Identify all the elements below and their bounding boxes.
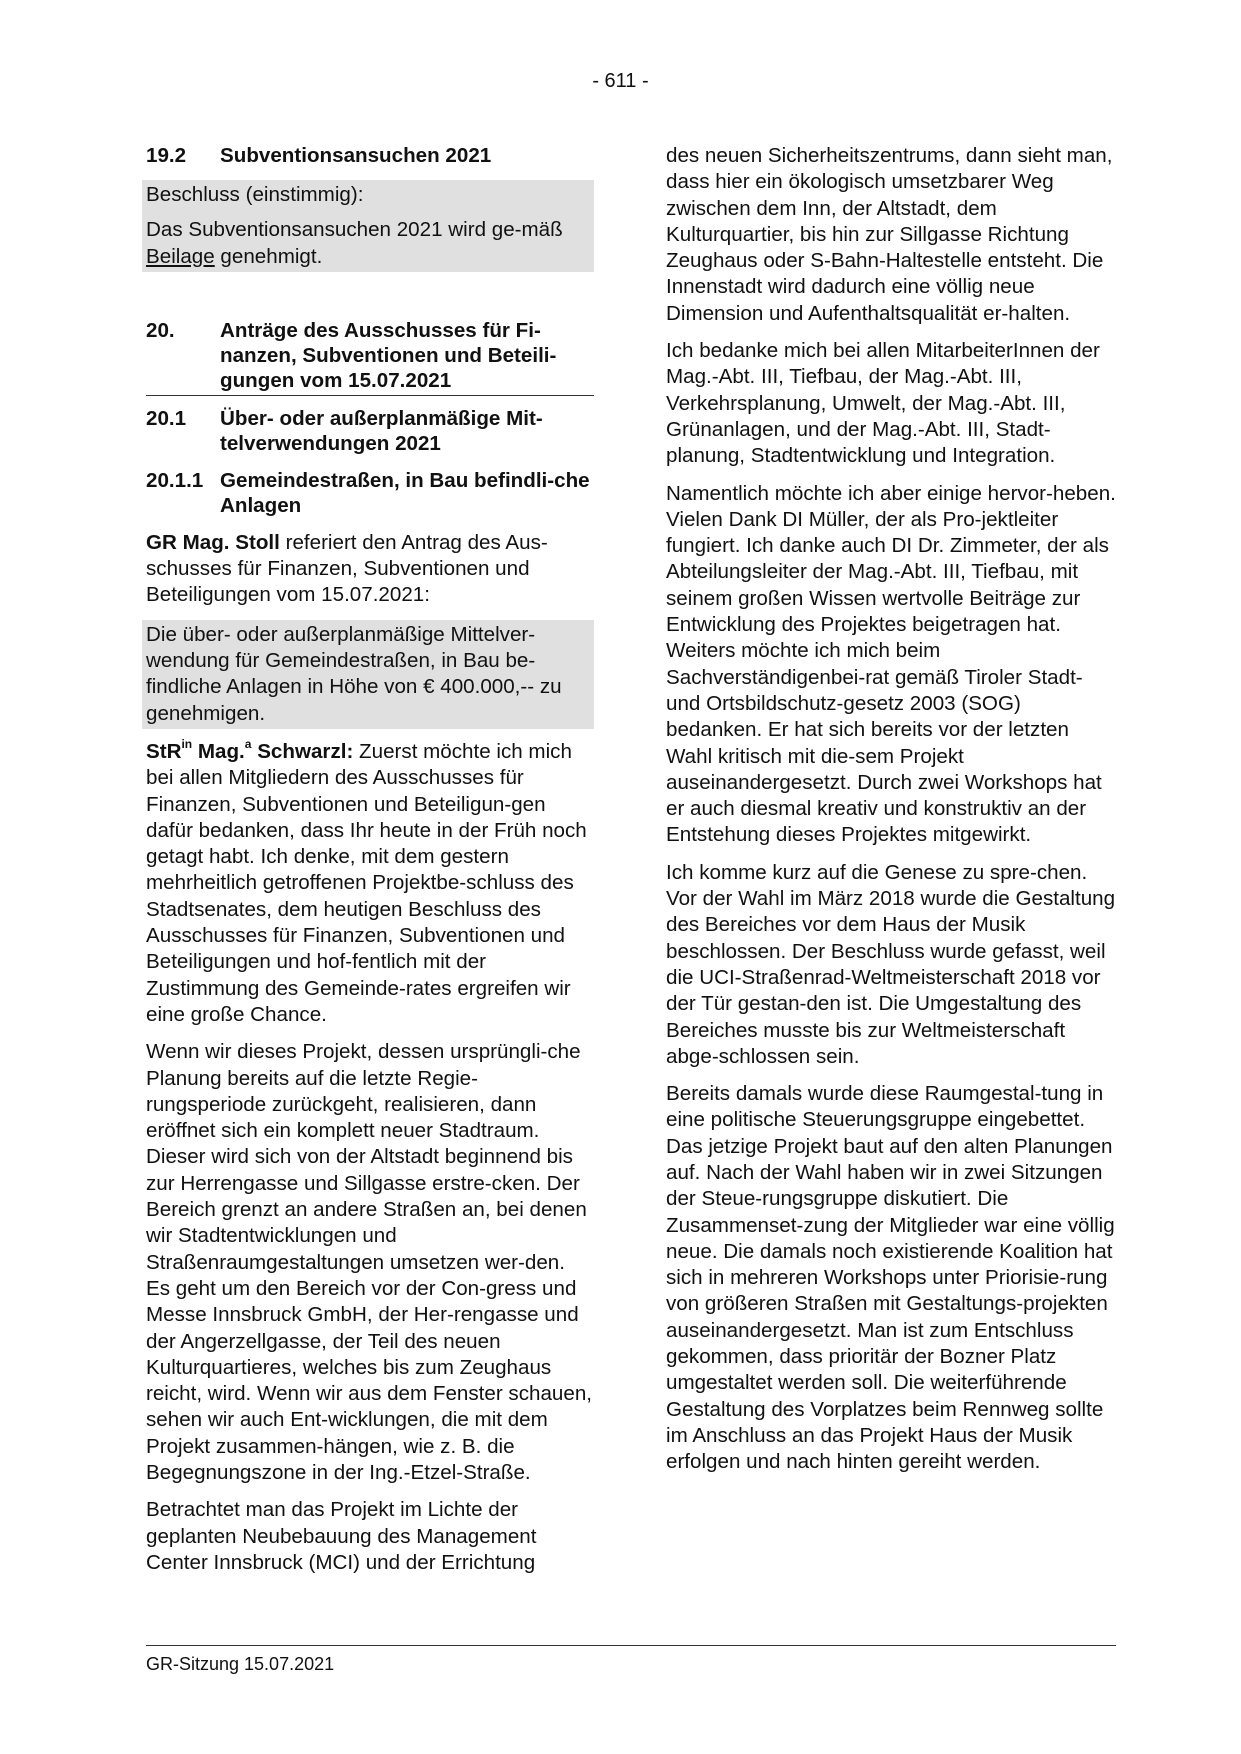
speaker-part: StR xyxy=(146,739,182,763)
paragraph-schwarzl xyxy=(146,736,594,1028)
heading-19-2 xyxy=(146,143,594,168)
paragraph: Namentlich möchte ich aber einige hervor-heben. Vielen Dank DI Müller, der als Pro-jektleiter fungiert. Ich danke auch DI Dr. Zimmeter, der als Abteilungsleiter der Mag.-Abt. III, Tiefbau, mit seinem großen Wissen wertvolle Beiträge zur Entwicklung des Projektes beigetragen hat. Weiters möchte ich mich beim Sachverständigenbei-rat gemäß Tiroler Stadt- und Ortsbildschutz-gesetz 2003 (SOG) bedanken. Er hat sich bereits vor der letzten Wahl kritisch mit die-sem Projekt auseinandergesetzt. Durch zwei Workshops hat er auch diesmal kreativ und konstruktiv an der Entstehung dieses Projektes mitgewirkt. xyxy=(666,481,1116,847)
left-column xyxy=(146,143,594,1587)
heading-number: 20.1.1 xyxy=(146,468,204,492)
paragraph-text: referiert den Antrag des Aus-schusses für Finanzen, Subventionen und Beteiligungen vom 15.07.2021: xyxy=(146,530,548,607)
paragraph-text: Zuerst möchte ich mich bei allen Mitgliedern des Ausschusses für Finanzen, Subventionen und Beteiligun-gen dafür bedanken, dass Ihr heute in der Früh noch getagt habt. Ich denke, mit dem gestern mehrheitlich getroffenen Projektbe-schluss des Stadtsenates, dem heutigen Beschluss des Ausschusses für Finanzen, Subventionen und Beteiligungen und hof-fentlich mit der Zustimmung des Gemeinde-rates ergreifen wir eine große Chance. xyxy=(146,739,587,1026)
speaker-part: Schwarzl: xyxy=(251,739,354,763)
heading-title: Anträge des Ausschusses für Fi-nanzen, Subventionen und Beteili-gungen vom 15.07.2021 xyxy=(220,318,557,392)
beschluss-box xyxy=(142,180,594,272)
heading-20 xyxy=(146,318,594,396)
paragraph-stoll xyxy=(146,530,594,609)
heading-title: Gemeindestraßen, in Bau befindli-che Anlagen xyxy=(220,468,590,517)
antrag-text: Die über- oder außerplanmäßige Mittelver-wendung für Gemeindestraßen, in Bau be-findliche Anlagen in Höhe von € 400.000,-- zu genehmigen. xyxy=(146,622,562,725)
antrag-box xyxy=(142,620,594,729)
paragraph: Ich komme kurz auf die Genese zu spre-chen. Vor der Wahl im März 2018 wurde die Gestaltung des Bereiches vor dem Haus der Musik beschlossen. Der Beschluss wurde gefasst, weil die UCI-Straßenrad-Weltmeisterschaft 2018 vor der Tür gestan-den ist. Die Umgestaltung des Bereiches musste bis zur Weltmeisterschaft abge-schlossen sein. xyxy=(666,860,1116,1068)
beschluss-text-pre: Das Subventionsansuchen 2021 wird ge-mäß xyxy=(146,218,563,242)
speaker-sup: a xyxy=(244,736,252,751)
beschluss-text-post: genehmigt. xyxy=(214,244,323,268)
speaker-sup: in xyxy=(181,736,193,751)
paragraph: Bereits damals wurde diese Raumgestal-tung in eine politische Steuerungsgruppe eingebettet. Das jetzige Projekt baut auf den alten Planungen auf. Nach der Wahl haben wir in zwei Sitzungen der Steue-rungsgruppe diskutiert. Die Zusammenset-zung der Mitglieder war eine völlig neue. Die damals noch existierende Koalition hat sich in mehreren Workshops unter Priorisie-rung von größeren Straßen mit Gestaltungs-projekten auseinandergesetzt. Man ist zum Entschluss gekommen, dass prioritär der Bozner Platz umgestaltet werden soll. Die weiterführende Gestaltung des Vorplatzes beim Rennweg sollte im Anschluss an das Projekt Haus der Musik erfolgen und nach hinten gereiht werden. xyxy=(666,1082,1115,1474)
heading-title: Subventionsansuchen 2021 xyxy=(220,144,492,167)
heading-number: 20.1 xyxy=(146,406,187,430)
paragraph: Wenn wir dieses Projekt, dessen ursprüngli-che Planung bereits auf die letzte Regie-rungsperiode zurückgeht, realisieren, dann eröffnet sich ein komplett neuer Stadtraum. Dieser wird sich von der Altstadt beginnend bis zur Herrengasse und Sillgasse erstre-cken. Der Bereich grenzt an andere Straßen an, bei denen wir Stadtentwicklungen und Straßenraumgestaltungen umsetzen wer-den. Es geht um den Bereich vor der Con-gress und Messe Innsbruck GmbH, der Her-rengasse und der Angerzellgasse, der Teil des neuen Kulturquartieres, welches bis zum Zeughaus reicht, wird. Wenn wir aus dem Fenster schauen, sehen wir auch Ent-wicklungen, die mit dem Projekt zusammen-hängen, wie z. B. die Begegnungszone in der Ing.-Etzel-Straße. xyxy=(146,1040,593,1484)
heading-number: 20. xyxy=(146,318,175,342)
page-number: - 611 - xyxy=(592,70,649,92)
paragraph: Ich bedanke mich bei allen MitarbeiterInnen der Mag.-Abt. III, Tiefbau, der Mag.-Abt. III, Verkehrsplanung, Umwelt, der Mag.-Abt. III, Grünanlagen, und der Mag.-Abt. III, Stadt-planung, Stadtentwicklung und Integration. xyxy=(666,339,1100,468)
paragraph: Betrachtet man das Projekt im Lichte der geplanten Neubebauung des Management Center Innsbruck (MCI) und der Errichtung xyxy=(146,1498,537,1574)
right-column xyxy=(666,143,1116,1487)
beschluss-text xyxy=(146,217,590,270)
heading-number: 19.2 xyxy=(146,144,187,167)
footer-divider xyxy=(146,1645,1116,1646)
beschluss-label: Beschluss (einstimmig): xyxy=(146,183,364,206)
footer-text: GR-Sitzung 15.07.2021 xyxy=(146,1654,335,1674)
beilage-link[interactable]: Beilage xyxy=(146,244,215,268)
speaker-name: GR Mag. Stoll xyxy=(146,530,280,554)
speaker-part: Mag. xyxy=(192,739,245,763)
heading-20-1 xyxy=(146,406,594,456)
heading-20-1-1 xyxy=(146,468,594,518)
paragraph: des neuen Sicherheitszentrums, dann sieht man, dass hier ein ökologisch umsetzbarer Weg zwischen dem Inn, der Altstadt, dem Kulturquartier, bis hin zur Sillgasse Richtung Zeughaus oder S-Bahn-Haltestelle entsteht. Die Innenstadt wird dadurch eine völlig neue Dimension und Aufenthaltsqualität er-halten. xyxy=(666,144,1113,325)
speaker-name xyxy=(146,736,354,763)
heading-title: Über- oder außerplanmäßige Mit-telverwendungen 2021 xyxy=(220,406,543,455)
